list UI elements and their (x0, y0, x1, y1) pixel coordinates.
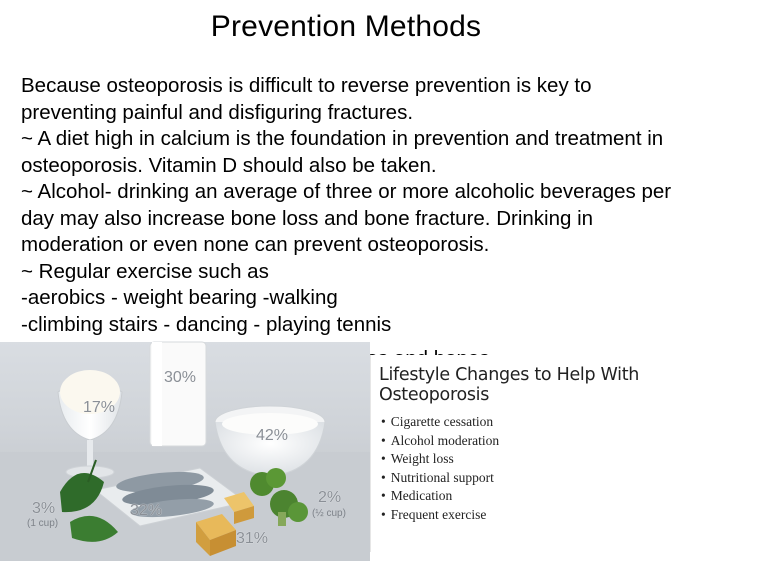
list-item: • Frequent exercise (381, 506, 499, 525)
body-line: Because osteoporosis is difficult to reverse prevention is key to (21, 74, 592, 97)
lifestyle-title: Lifestyle Changes to Help With Osteoporosis (379, 365, 640, 405)
yogurt-percent: 42% (256, 427, 289, 444)
body-line: moderation or even none can prevent osteoporosis. (21, 233, 490, 256)
body-line: ~ A diet high in calcium is the foundation in prevention and treatment in (21, 127, 664, 150)
spinach-percent: 3% (32, 500, 56, 517)
ice-cream-percent: 17% (83, 399, 116, 416)
fish-percent: 32% (130, 502, 163, 519)
body-line: preventing painful and disfiguring fractures. (21, 100, 414, 124)
body-line: -climbing stairs - dancing - playing tennis (21, 312, 392, 336)
list-item: • Nutritional support (381, 469, 499, 488)
body-line: day may also increase bone loss and bone fracture. Drinking in (21, 206, 594, 230)
slide-title: Prevention Methods (210, 10, 482, 43)
body-line: ~ Regular exercise such as (21, 259, 269, 283)
spinach-unit: (1 cup) (27, 518, 59, 529)
body-text (21, 73, 751, 338)
body-line: ~ Alcohol- drinking an average of three or more alcoholic beverages per (21, 180, 672, 203)
list-item: • Cigarette cessation (381, 413, 499, 432)
list-item: • Medication (381, 487, 499, 506)
body-line: -aerobics - weight bearing -walking (21, 286, 338, 309)
cheese-percent: 31% (236, 530, 269, 547)
list-item: • Alcohol moderation (381, 432, 499, 451)
lifestyle-list (381, 413, 499, 524)
list-item: • Weight loss (381, 450, 499, 469)
lifestyle-changes-panel (370, 355, 754, 552)
broccoli-unit: (½ cup) (312, 508, 346, 519)
body-line: osteoporosis. Vitamin D should also be taken. (21, 153, 437, 177)
milk-percent: 30% (164, 369, 197, 386)
milk-glass (150, 342, 206, 446)
broccoli-percent: 2% (318, 489, 342, 506)
calcium-foods-photo (0, 342, 370, 561)
